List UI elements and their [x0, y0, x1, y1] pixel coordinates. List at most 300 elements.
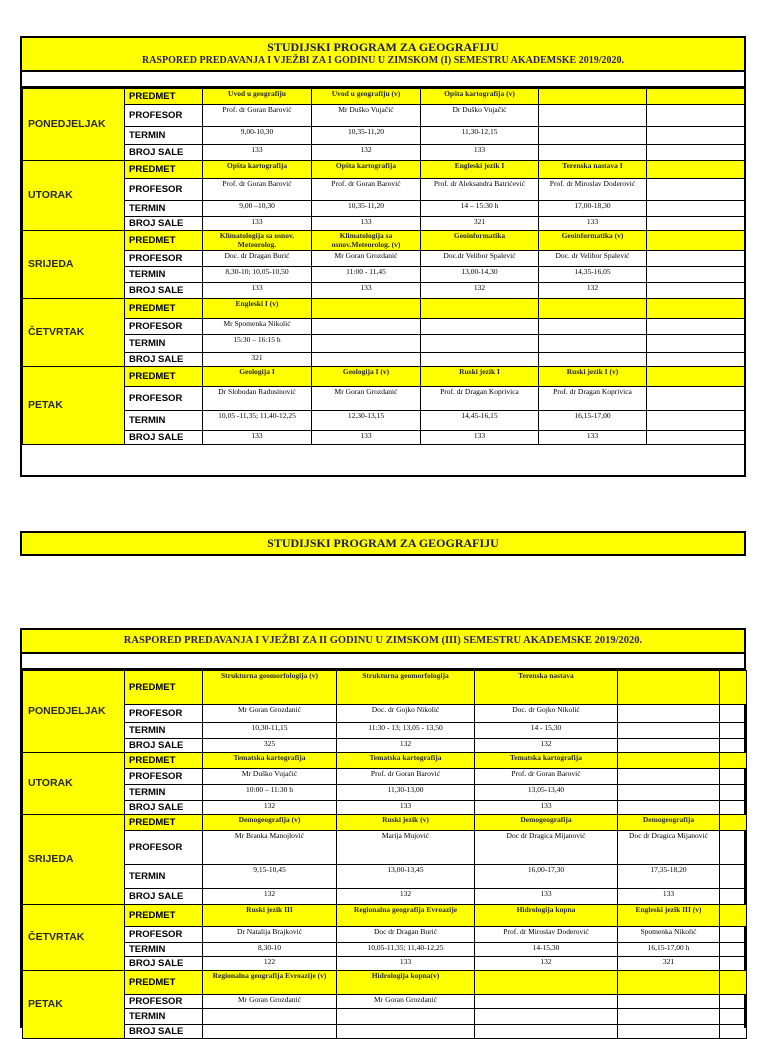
- predmet-cell: Strukturna geomorfologija: [337, 671, 475, 705]
- sala-cell: 132: [312, 145, 421, 161]
- profesor-cell: [647, 105, 745, 127]
- sala-cell: [618, 801, 720, 815]
- row-predmet: [23, 89, 745, 105]
- row-label-sala: BROJ SALE: [125, 431, 203, 445]
- row-label-profesor: PROFESOR: [125, 251, 203, 267]
- row-label-termin: TERMIN: [125, 267, 203, 283]
- termin-cell: [475, 1009, 618, 1025]
- termin-cell: [618, 1009, 720, 1025]
- row-label-profesor: PROFESOR: [125, 769, 203, 785]
- profesor-cell: Doc.dr Velibor Spalević: [421, 251, 539, 267]
- day-label: SRIJEDA: [23, 815, 125, 905]
- profesor-cell: [647, 387, 745, 411]
- sala-cell: [618, 1025, 720, 1039]
- day-label: UTORAK: [23, 161, 125, 231]
- predmet-cell: [312, 299, 421, 319]
- profesor-cell: Prof. dr Miroslav Doderović: [475, 927, 618, 943]
- predmet-cell: [647, 367, 745, 387]
- sala-cell: 133: [203, 217, 312, 231]
- profesor-cell: [647, 251, 745, 267]
- row-label-termin: TERMIN: [125, 335, 203, 353]
- schedule-table-year1: [22, 88, 745, 445]
- row-predmet: [23, 231, 745, 251]
- row-label-sala: BROJ SALE: [125, 353, 203, 367]
- sala-cell: 133: [421, 145, 539, 161]
- program-title: STUDIJSKI PROGRAM ZA GEOGRAFIJU: [267, 40, 499, 54]
- row-label-sala: BROJ SALE: [125, 957, 203, 971]
- sala-cell: [647, 431, 745, 445]
- predmet-cell: Ruski jezik (v): [337, 815, 475, 831]
- row-label-predmet: PREDMET: [125, 299, 203, 319]
- profesor-cell: [539, 105, 647, 127]
- row-label-profesor: PROFESOR: [125, 831, 203, 865]
- termin-cell: [421, 335, 539, 353]
- termin-cell: 17,00-18,30: [539, 201, 647, 217]
- day-label: UTORAK: [23, 753, 125, 815]
- profesor-cell: Dr Slobodan Radusinović: [203, 387, 312, 411]
- predmet-cell: Engleski I (v): [203, 299, 312, 319]
- predmet-cell: Terenska nastava I: [539, 161, 647, 179]
- predmet-cell: [475, 971, 618, 995]
- sala-cell: [421, 353, 539, 367]
- profesor-cell: Mr Duško Vujačić: [203, 769, 337, 785]
- row-label-predmet: PREDMET: [125, 89, 203, 105]
- row-profesor: [23, 995, 747, 1009]
- predmet-cell: Terenska nastava: [475, 671, 618, 705]
- day-label: PETAK: [23, 367, 125, 445]
- sala-cell: [647, 353, 745, 367]
- profesor-cell: Dr Duško Vujačić: [421, 105, 539, 127]
- row-label-predmet: PREDMET: [125, 671, 203, 705]
- row-profesor: [23, 705, 747, 723]
- termin-cell: 17,35-18,20: [618, 865, 720, 889]
- profesor-cell: Prof. dr Goran Barović: [203, 105, 312, 127]
- sala-cell: [618, 739, 720, 753]
- termin-cell: 14 – 15:30 h: [421, 201, 539, 217]
- profesor-cell: Mr Goran Grozdanić: [337, 995, 475, 1009]
- row-predmet: [23, 815, 747, 831]
- predmet-cell: Regionalna geografija Evroazije (v): [203, 971, 337, 995]
- profesor-cell: Prof. dr Aleksandra Batrićević: [421, 179, 539, 201]
- termin-cell: 10,35-11,20: [312, 127, 421, 145]
- termin-cell: [539, 127, 647, 145]
- termin-cell: 8,30-10; 10,05-10,50: [203, 267, 312, 283]
- row-sala: [23, 739, 747, 753]
- termin-cell: 10:00 – 11:30 h: [203, 785, 337, 801]
- row-label-predmet: PREDMET: [125, 971, 203, 995]
- profesor-cell: Mr Goran Grozdanić: [312, 387, 421, 411]
- termin-cell: 13,00-13,45: [337, 865, 475, 889]
- predmet-cell: Hidrologija kopna(v): [337, 971, 475, 995]
- termin-cell: 14,45-16,15: [421, 411, 539, 431]
- sala-cell: 133: [312, 283, 421, 299]
- termin-cell: 11,30-12,15: [421, 127, 539, 145]
- sala-cell: 132: [337, 739, 475, 753]
- predmet-cell: Engleski jezik I: [421, 161, 539, 179]
- sala-cell: [539, 353, 647, 367]
- termin-cell: 13,05-13,40: [475, 785, 618, 801]
- row-sala: [23, 1025, 747, 1039]
- predmet-cell: Demogeografija (v): [203, 815, 337, 831]
- sala-cell: 132: [203, 889, 337, 905]
- profesor-cell: Doc dr Dragan Burić: [337, 927, 475, 943]
- schedule-subtitle: RASPORED PREDAVANJA I VJEŽBI ZA I GODINU U ZIMSKOM (I) SEMESTRU AKADEMSKE 2019/2020.: [141, 55, 625, 66]
- termin-cell: [647, 201, 745, 217]
- row-sala: [23, 145, 745, 161]
- row-termin: [23, 1009, 747, 1025]
- row-label-profesor: PROFESOR: [125, 179, 203, 201]
- sala-cell: [475, 1025, 618, 1039]
- row-termin: [23, 865, 747, 889]
- predmet-cell: [720, 815, 747, 831]
- profesor-cell: Doc dr Dragica Mijanović: [618, 831, 720, 865]
- profesor-cell: [618, 995, 720, 1009]
- termin-cell: [720, 943, 747, 957]
- profesor-cell: [720, 705, 747, 723]
- termin-cell: 14,35-16,05: [539, 267, 647, 283]
- schedule-header-year1: [22, 38, 744, 72]
- sala-cell: [647, 217, 745, 231]
- schedule-block-year1: [20, 36, 746, 477]
- row-sala: [23, 353, 745, 367]
- row-predmet: [23, 161, 745, 179]
- sala-cell: [203, 1025, 337, 1039]
- predmet-cell: [618, 753, 720, 769]
- row-profesor: [23, 179, 745, 201]
- profesor-cell: Dr Natalija Brajković: [203, 927, 337, 943]
- sala-cell: 321: [618, 957, 720, 971]
- sala-cell: [720, 957, 747, 971]
- sala-cell: 132: [421, 283, 539, 299]
- sala-cell: 133: [475, 801, 618, 815]
- schedule-header-year2: [22, 630, 744, 654]
- predmet-cell: Ruski jezik I: [421, 367, 539, 387]
- row-label-profesor: PROFESOR: [125, 927, 203, 943]
- row-predmet: [23, 367, 745, 387]
- row-label-sala: BROJ SALE: [125, 889, 203, 905]
- sala-cell: 132: [337, 889, 475, 905]
- termin-cell: 16,15-17,00: [539, 411, 647, 431]
- termin-cell: [720, 723, 747, 739]
- spacer-row: [22, 72, 744, 88]
- row-label-predmet: PREDMET: [125, 815, 203, 831]
- row-profesor: [23, 251, 745, 267]
- sala-cell: 325: [203, 739, 337, 753]
- termin-cell: [647, 411, 745, 431]
- termin-cell: 9,00-10,30: [203, 127, 312, 145]
- day-label: PONEDJELJAK: [23, 89, 125, 161]
- profesor-cell: [421, 319, 539, 335]
- row-termin: [23, 267, 745, 283]
- predmet-cell: Uvod u geografiju (v): [312, 89, 421, 105]
- row-termin: [23, 201, 745, 217]
- termin-cell: 9,15-10,45: [203, 865, 337, 889]
- termin-cell: 10,35-11,20: [312, 201, 421, 217]
- predmet-cell: Ruski jezik I (v): [539, 367, 647, 387]
- row-sala: [23, 957, 747, 971]
- predmet-cell: Strukturna geomorfologija (v): [203, 671, 337, 705]
- sala-cell: 133: [203, 431, 312, 445]
- profesor-cell: Mr Goran Grozdanić: [203, 705, 337, 723]
- profesor-cell: Spomenka Nikolić: [618, 927, 720, 943]
- row-label-profesor: PROFESOR: [125, 705, 203, 723]
- termin-cell: [720, 865, 747, 889]
- row-termin: [23, 411, 745, 431]
- row-profesor: [23, 105, 745, 127]
- predmet-cell: Klimatologija sa osnov. Meteorolog.: [203, 231, 312, 251]
- sala-cell: 133: [539, 431, 647, 445]
- row-label-profesor: PROFESOR: [125, 995, 203, 1009]
- termin-cell: 15:30 – 16:15 h: [203, 335, 312, 353]
- row-label-sala: BROJ SALE: [125, 1025, 203, 1039]
- predmet-cell: [647, 231, 745, 251]
- predmet-cell: [647, 89, 745, 105]
- termin-cell: [337, 1009, 475, 1025]
- row-termin: [23, 723, 747, 739]
- sala-cell: 133: [421, 431, 539, 445]
- termin-cell: 14 - 15,30: [475, 723, 618, 739]
- termin-cell: 13,00-14,30: [421, 267, 539, 283]
- predmet-cell: [720, 753, 747, 769]
- profesor-cell: [720, 831, 747, 865]
- profesor-cell: Mr Goran Grozdanić: [312, 251, 421, 267]
- predmet-cell: Engleski jezik III (v): [618, 905, 720, 927]
- sala-cell: [720, 739, 747, 753]
- row-predmet: [23, 753, 747, 769]
- sala-cell: [647, 283, 745, 299]
- sala-cell: [539, 145, 647, 161]
- sala-cell: 132: [475, 957, 618, 971]
- day-label: SRIJEDA: [23, 231, 125, 299]
- row-label-termin: TERMIN: [125, 865, 203, 889]
- row-label-predmet: PREDMET: [125, 753, 203, 769]
- predmet-cell: Uvod u geografiju: [203, 89, 312, 105]
- row-termin: [23, 943, 747, 957]
- sala-cell: 133: [312, 431, 421, 445]
- profesor-cell: [475, 995, 618, 1009]
- termin-cell: [647, 127, 745, 145]
- day-label: PONEDJELJAK: [23, 671, 125, 753]
- profesor-cell: [720, 769, 747, 785]
- sala-cell: 133: [337, 957, 475, 971]
- profesor-cell: Doc. dr Gojko Nikolić: [475, 705, 618, 723]
- row-label-profesor: PROFESOR: [125, 387, 203, 411]
- profesor-cell: Mr Goran Grozdanić: [203, 995, 337, 1009]
- spacer-row-2: [22, 654, 744, 670]
- predmet-cell: Geologija I: [203, 367, 312, 387]
- termin-cell: 8,30-10: [203, 943, 337, 957]
- profesor-cell: Prof. dr Goran Barović: [337, 769, 475, 785]
- row-predmet: [23, 299, 745, 319]
- sala-cell: 132: [475, 739, 618, 753]
- termin-cell: [618, 723, 720, 739]
- day-label: ČETVRTAK: [23, 905, 125, 971]
- row-label-predmet: PREDMET: [125, 231, 203, 251]
- profesor-cell: Prof. dr Goran Barović: [203, 179, 312, 201]
- sala-cell: 133: [203, 145, 312, 161]
- profesor-cell: [720, 927, 747, 943]
- row-label-predmet: PREDMET: [125, 905, 203, 927]
- row-sala: [23, 431, 745, 445]
- sala-cell: 321: [421, 217, 539, 231]
- profesor-cell: Mr Duško Vujačić: [312, 105, 421, 127]
- profesor-cell: Marija Mujović: [337, 831, 475, 865]
- profesor-cell: Prof. dr Miroslav Doderović: [539, 179, 647, 201]
- predmet-cell: Demogeografija: [475, 815, 618, 831]
- row-sala: [23, 801, 747, 815]
- predmet-cell: [647, 299, 745, 319]
- predmet-cell: Tematska kartografija: [475, 753, 618, 769]
- predmet-cell: [618, 671, 720, 705]
- termin-cell: [647, 267, 745, 283]
- profesor-cell: [312, 319, 421, 335]
- profesor-cell: Doc. dr Gojko Nikolić: [337, 705, 475, 723]
- row-termin: [23, 127, 745, 145]
- termin-cell: [720, 785, 747, 801]
- row-label-sala: BROJ SALE: [125, 283, 203, 299]
- sala-cell: 122: [203, 957, 337, 971]
- row-label-termin: TERMIN: [125, 127, 203, 145]
- predmet-cell: [720, 971, 747, 995]
- row-label-sala: BROJ SALE: [125, 801, 203, 815]
- predmet-cell: Klimatologija sa osnov.Meteorolog. (v): [312, 231, 421, 251]
- termin-cell: 12,30-13,15: [312, 411, 421, 431]
- predmet-cell: Opšta kartografija: [312, 161, 421, 179]
- profesor-cell: [618, 705, 720, 723]
- sala-cell: 133: [618, 889, 720, 905]
- row-label-sala: BROJ SALE: [125, 217, 203, 231]
- termin-cell: 16,00-17,30: [475, 865, 618, 889]
- row-label-termin: TERMIN: [125, 785, 203, 801]
- predmet-cell: [421, 299, 539, 319]
- row-sala: [23, 889, 747, 905]
- termin-cell: 16,15-17,00 h: [618, 943, 720, 957]
- row-profesor: [23, 927, 747, 943]
- termin-cell: 11:30 - 13; 13,05 - 13,50: [337, 723, 475, 739]
- row-label-sala: BROJ SALE: [125, 145, 203, 161]
- row-sala: [23, 217, 745, 231]
- sala-cell: [720, 889, 747, 905]
- predmet-cell: Geologija I (v): [312, 367, 421, 387]
- sala-cell: 133: [539, 217, 647, 231]
- row-label-termin: TERMIN: [125, 943, 203, 957]
- profesor-cell: Mr Branka Manojlović: [203, 831, 337, 865]
- row-label-sala: BROJ SALE: [125, 739, 203, 753]
- sala-cell: 133: [203, 283, 312, 299]
- row-sala: [23, 283, 745, 299]
- predmet-cell: Hidrologija kopna: [475, 905, 618, 927]
- sala-cell: [647, 145, 745, 161]
- predmet-cell: Demogeografija: [618, 815, 720, 831]
- predmet-cell: [539, 89, 647, 105]
- profesor-cell: Prof. dr Dragan Koprivica: [539, 387, 647, 411]
- profesor-cell: [647, 179, 745, 201]
- row-label-predmet: PREDMET: [125, 367, 203, 387]
- schedule-subtitle-2: RASPORED PREDAVANJA I VJEŽBI ZA II GODINU U ZIMSKOM (III) SEMESTRU AKADEMSKE 2019/2020.: [123, 635, 643, 646]
- termin-cell: [618, 785, 720, 801]
- sala-cell: 132: [203, 801, 337, 815]
- row-label-termin: TERMIN: [125, 411, 203, 431]
- sala-cell: 132: [539, 283, 647, 299]
- row-label-termin: TERMIN: [125, 201, 203, 217]
- schedule-block-year2: [20, 628, 746, 1037]
- schedule-table-year2: [22, 670, 747, 1039]
- profesor-cell: Doc. dr Velibor Spalević: [539, 251, 647, 267]
- termin-cell: [720, 1009, 747, 1025]
- termin-cell: 10,30-11,15: [203, 723, 337, 739]
- sala-cell: [337, 1025, 475, 1039]
- predmet-cell: Tematska kartografija: [203, 753, 337, 769]
- predmet-cell: [720, 905, 747, 927]
- termin-cell: [647, 335, 745, 353]
- predmet-cell: Geoinformatika: [421, 231, 539, 251]
- profesor-cell: [647, 319, 745, 335]
- row-termin: [23, 785, 747, 801]
- predmet-cell: [618, 971, 720, 995]
- termin-cell: [312, 335, 421, 353]
- sala-cell: 133: [337, 801, 475, 815]
- row-profesor: [23, 831, 747, 865]
- termin-cell: 9,00 –10,30: [203, 201, 312, 217]
- predmet-cell: Opšta kartografija (v): [421, 89, 539, 105]
- row-predmet: [23, 971, 747, 995]
- profesor-cell: [539, 319, 647, 335]
- program-title-2: STUDIJSKI PROGRAM ZA GEOGRAFIJU: [20, 531, 746, 556]
- sala-cell: [720, 801, 747, 815]
- row-profesor: [23, 319, 745, 335]
- row-predmet: [23, 905, 747, 927]
- row-label-termin: TERMIN: [125, 723, 203, 739]
- profesor-cell: Doc dr Dragica Mijanović: [475, 831, 618, 865]
- sala-cell: [312, 353, 421, 367]
- termin-cell: 14-15,30: [475, 943, 618, 957]
- row-termin: [23, 335, 745, 353]
- termin-cell: 10,05-11,35; 11,40-12,25: [337, 943, 475, 957]
- profesor-cell: [720, 995, 747, 1009]
- profesor-cell: Prof. dr Goran Barović: [312, 179, 421, 201]
- profesor-cell: Prof. dr Goran Barović: [475, 769, 618, 785]
- sala-cell: 321: [203, 353, 312, 367]
- day-label: ČETVRTAK: [23, 299, 125, 367]
- termin-cell: 10,05 -11,35; 11,40-12,25: [203, 411, 312, 431]
- sala-cell: 133: [475, 889, 618, 905]
- sala-cell: [720, 1025, 747, 1039]
- termin-cell: 11:00 - 11,45: [312, 267, 421, 283]
- row-profesor: [23, 769, 747, 785]
- predmet-cell: Ruski jezik III: [203, 905, 337, 927]
- row-profesor: [23, 387, 745, 411]
- termin-cell: [539, 335, 647, 353]
- termin-cell: [203, 1009, 337, 1025]
- predmet-cell: [539, 299, 647, 319]
- profesor-cell: Mr Spomenka Nikolić: [203, 319, 312, 335]
- termin-cell: 11,30-13,00: [337, 785, 475, 801]
- predmet-cell: Tematska kartografija: [337, 753, 475, 769]
- profesor-cell: Prof. dr Dragan Koprivica: [421, 387, 539, 411]
- row-label-profesor: PROFESOR: [125, 105, 203, 127]
- predmet-cell: [647, 161, 745, 179]
- profesor-cell: [618, 769, 720, 785]
- sala-cell: 133: [312, 217, 421, 231]
- predmet-cell: Geoinformatika (v): [539, 231, 647, 251]
- predmet-cell: [720, 671, 747, 705]
- profesor-cell: Doc. dr Dragan Burić: [203, 251, 312, 267]
- row-predmet: [23, 671, 747, 705]
- predmet-cell: Regionalna geografija Evroazije: [337, 905, 475, 927]
- day-label: PETAK: [23, 971, 125, 1039]
- row-label-termin: TERMIN: [125, 1009, 203, 1025]
- row-label-predmet: PREDMET: [125, 161, 203, 179]
